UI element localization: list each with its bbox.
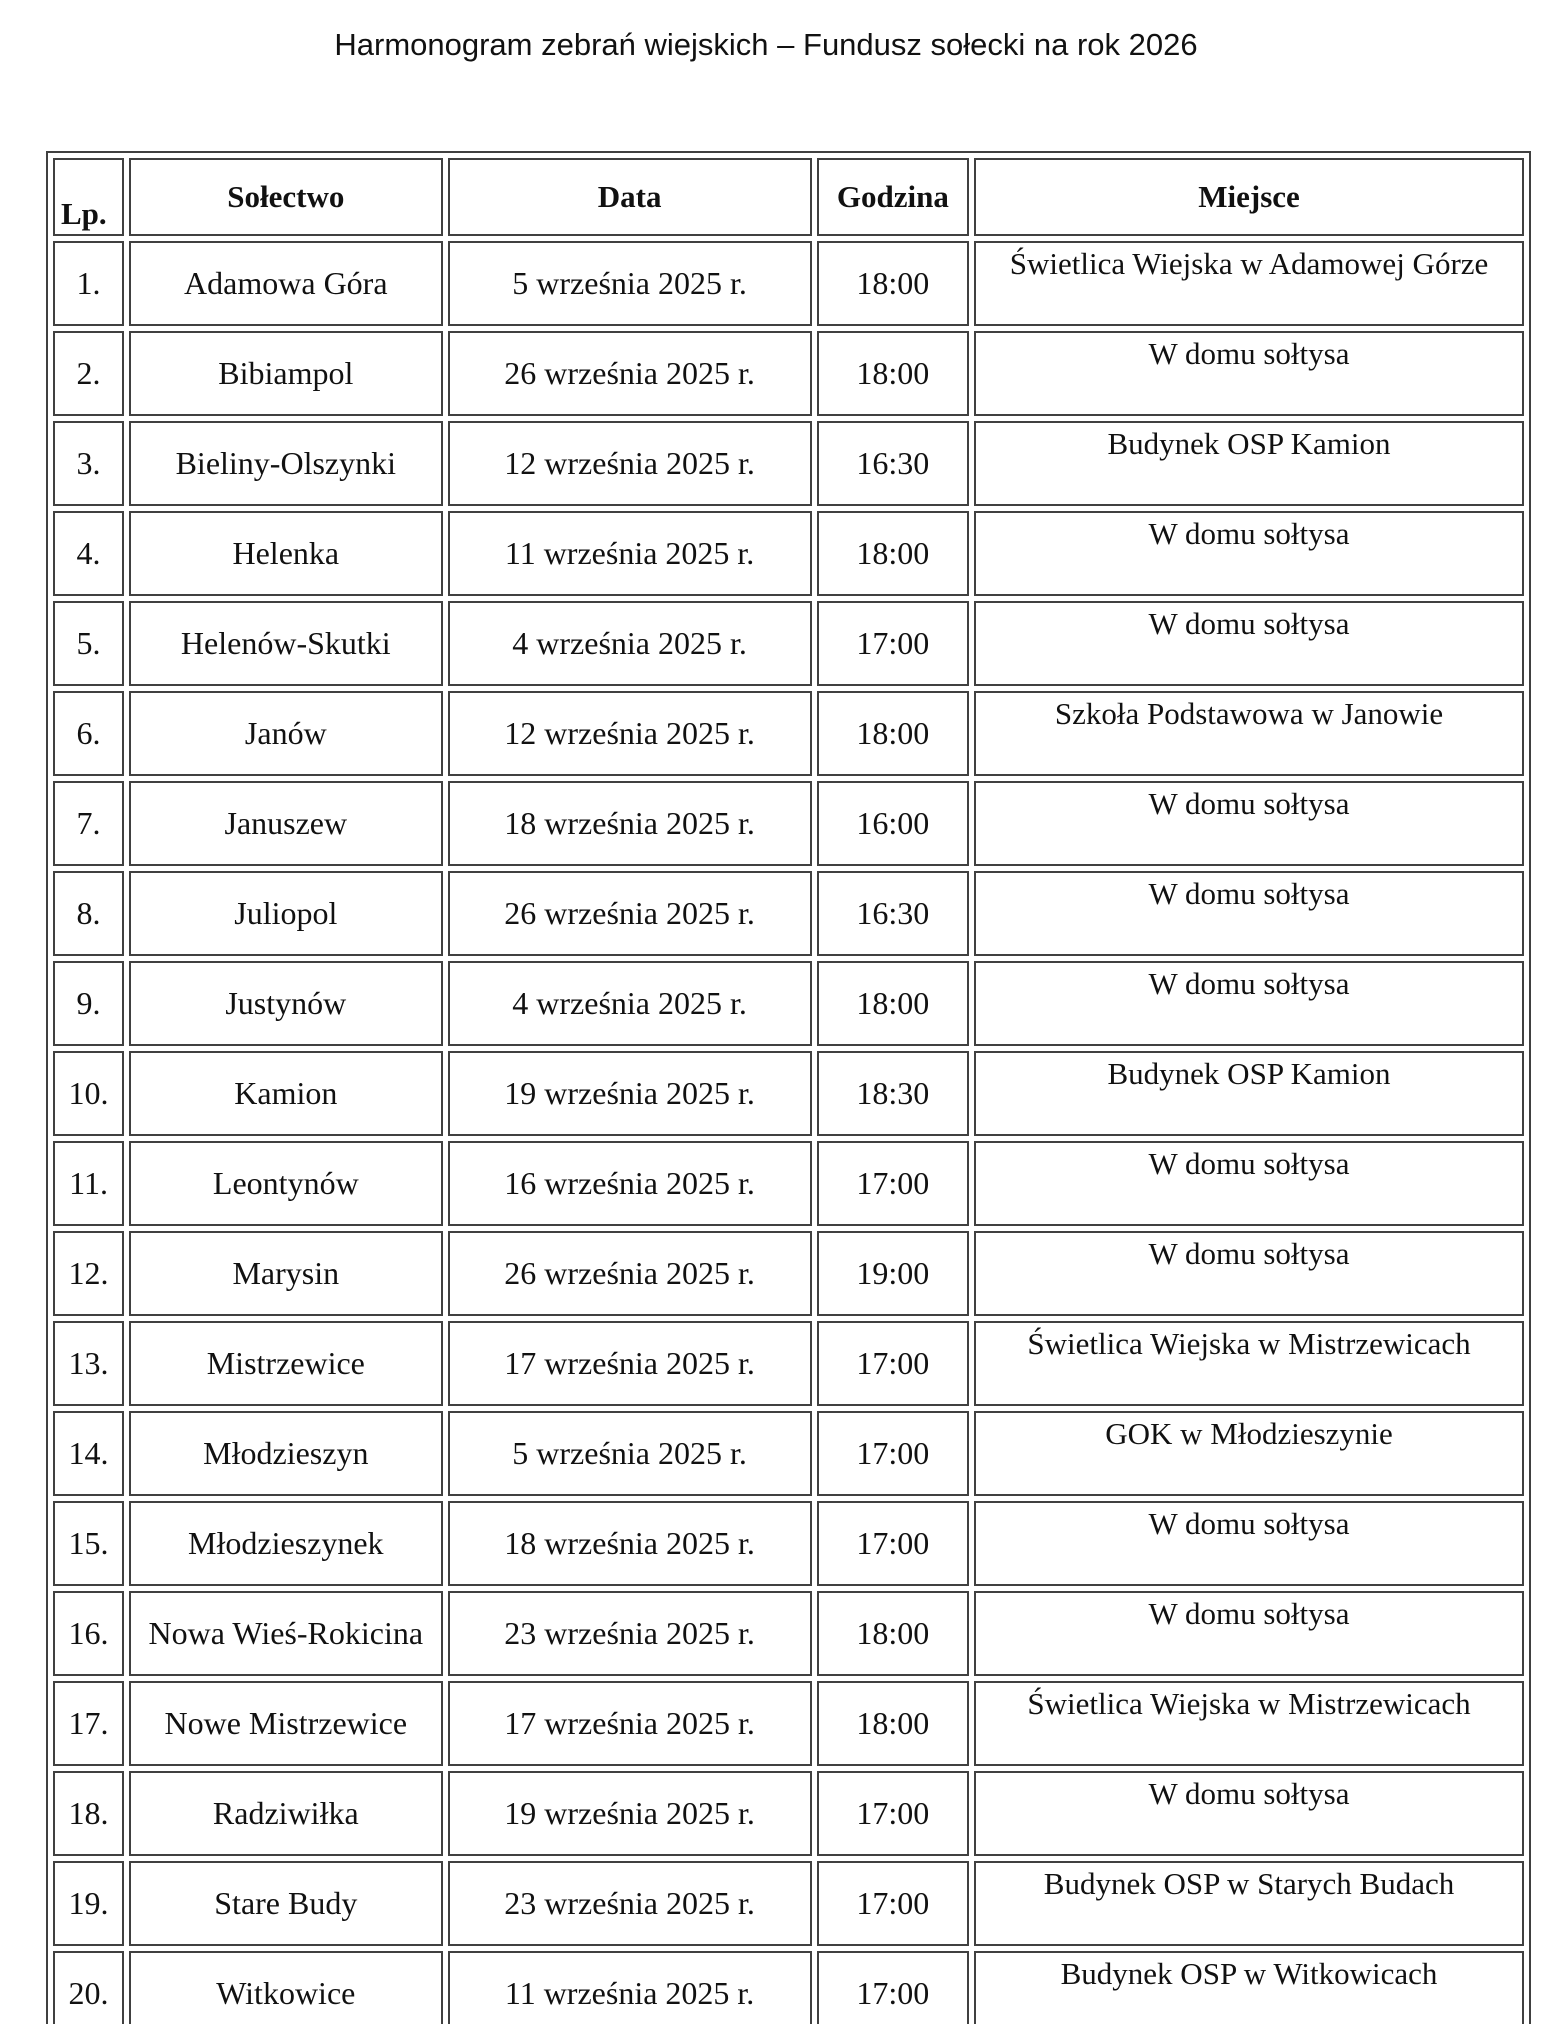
godzina-cell: 18:00 bbox=[817, 691, 969, 776]
solectwo-cell: Nowe Mistrzewice bbox=[129, 1681, 442, 1766]
solectwo-cell: Januszew bbox=[129, 781, 442, 866]
godzina-cell: 17:00 bbox=[817, 601, 969, 686]
solectwo-cell: Justynów bbox=[129, 961, 442, 1046]
table-row bbox=[53, 1681, 1524, 1766]
data-cell: 26 września 2025 r. bbox=[448, 331, 812, 416]
data-cell: 23 września 2025 r. bbox=[448, 1861, 812, 1946]
miejsce-cell: W domu sołtysa bbox=[974, 511, 1524, 596]
miejsce-cell: W domu sołtysa bbox=[974, 871, 1524, 956]
solectwo-cell: Radziwiłka bbox=[129, 1771, 442, 1856]
solectwo-cell: Nowa Wieś-Rokicina bbox=[129, 1591, 442, 1676]
godzina-cell: 16:30 bbox=[817, 421, 969, 506]
miejsce-cell: Budynek OSP w Starych Budach bbox=[974, 1861, 1524, 1946]
godzina-cell: 18:00 bbox=[817, 961, 969, 1046]
lp-cell: 7. bbox=[53, 781, 124, 866]
godzina-cell: 16:30 bbox=[817, 871, 969, 956]
godzina-cell: 18:00 bbox=[817, 241, 969, 326]
solectwo-cell: Helenów-Skutki bbox=[129, 601, 442, 686]
lp-cell: 19. bbox=[53, 1861, 124, 1946]
solectwo-cell: Bieliny-Olszynki bbox=[129, 421, 442, 506]
lp-cell: 16. bbox=[53, 1591, 124, 1676]
data-cell: 17 września 2025 r. bbox=[448, 1681, 812, 1766]
miejsce-cell: Budynek OSP Kamion bbox=[974, 421, 1524, 506]
table-row bbox=[53, 1411, 1524, 1496]
data-cell: 19 września 2025 r. bbox=[448, 1771, 812, 1856]
data-cell: 4 września 2025 r. bbox=[448, 601, 812, 686]
miejsce-cell: W domu sołtysa bbox=[974, 781, 1524, 866]
solectwo-cell: Janów bbox=[129, 691, 442, 776]
data-cell: 23 września 2025 r. bbox=[448, 1591, 812, 1676]
page-title: Harmonogram zebrań wiejskich – Fundusz sołecki na rok 2026 bbox=[334, 27, 1198, 62]
solectwo-cell: Mistrzewice bbox=[129, 1321, 442, 1406]
table-row bbox=[53, 241, 1524, 326]
solectwo-cell: Kamion bbox=[129, 1051, 442, 1136]
table-row bbox=[53, 781, 1524, 866]
table-row bbox=[53, 1321, 1524, 1406]
solectwo-cell: Młodzieszynek bbox=[129, 1501, 442, 1586]
header-row bbox=[53, 158, 1524, 236]
schedule-table-body bbox=[53, 241, 1524, 2024]
lp-cell: 8. bbox=[53, 871, 124, 956]
header-lp: Lp. bbox=[53, 158, 124, 236]
data-cell: 12 września 2025 r. bbox=[448, 691, 812, 776]
table-row bbox=[53, 1591, 1524, 1676]
miejsce-cell: GOK w Młodzieszynie bbox=[974, 1411, 1524, 1496]
schedule-table-header bbox=[53, 158, 1524, 236]
godzina-cell: 17:00 bbox=[817, 1771, 969, 1856]
header-data: Data bbox=[448, 158, 812, 236]
lp-cell: 17. bbox=[53, 1681, 124, 1766]
table-row bbox=[53, 871, 1524, 956]
solectwo-cell: Leontynów bbox=[129, 1141, 442, 1226]
miejsce-cell: Szkoła Podstawowa w Janowie bbox=[974, 691, 1524, 776]
lp-cell: 5. bbox=[53, 601, 124, 686]
lp-cell: 14. bbox=[53, 1411, 124, 1496]
data-cell: 5 września 2025 r. bbox=[448, 1411, 812, 1496]
godzina-cell: 17:00 bbox=[817, 1141, 969, 1226]
table-row bbox=[53, 1771, 1524, 1856]
miejsce-cell: W domu sołtysa bbox=[974, 1771, 1524, 1856]
lp-cell: 3. bbox=[53, 421, 124, 506]
data-cell: 11 września 2025 r. bbox=[448, 1951, 812, 2024]
solectwo-cell: Witkowice bbox=[129, 1951, 442, 2024]
data-cell: 5 września 2025 r. bbox=[448, 241, 812, 326]
miejsce-cell: W domu sołtysa bbox=[974, 331, 1524, 416]
lp-cell: 9. bbox=[53, 961, 124, 1046]
data-cell: 18 września 2025 r. bbox=[448, 1501, 812, 1586]
table-row bbox=[53, 1501, 1524, 1586]
data-cell: 11 września 2025 r. bbox=[448, 511, 812, 596]
table-row bbox=[53, 511, 1524, 596]
miejsce-cell: W domu sołtysa bbox=[974, 1231, 1524, 1316]
table-row bbox=[53, 691, 1524, 776]
godzina-cell: 16:00 bbox=[817, 781, 969, 866]
solectwo-cell: Młodzieszyn bbox=[129, 1411, 442, 1496]
godzina-cell: 18:00 bbox=[817, 511, 969, 596]
godzina-cell: 17:00 bbox=[817, 1501, 969, 1586]
godzina-cell: 17:00 bbox=[817, 1411, 969, 1496]
lp-cell: 1. bbox=[53, 241, 124, 326]
lp-cell: 4. bbox=[53, 511, 124, 596]
header-godzina: Godzina bbox=[817, 158, 969, 236]
solectwo-cell: Bibiampol bbox=[129, 331, 442, 416]
lp-cell: 6. bbox=[53, 691, 124, 776]
godzina-cell: 19:00 bbox=[817, 1231, 969, 1316]
solectwo-cell: Helenka bbox=[129, 511, 442, 596]
solectwo-cell: Stare Budy bbox=[129, 1861, 442, 1946]
miejsce-cell: Budynek OSP Kamion bbox=[974, 1051, 1524, 1136]
miejsce-cell: W domu sołtysa bbox=[974, 601, 1524, 686]
lp-cell: 18. bbox=[53, 1771, 124, 1856]
godzina-cell: 18:00 bbox=[817, 331, 969, 416]
table-row bbox=[53, 331, 1524, 416]
data-cell: 19 września 2025 r. bbox=[448, 1051, 812, 1136]
lp-cell: 15. bbox=[53, 1501, 124, 1586]
table-row bbox=[53, 421, 1524, 506]
godzina-cell: 18:00 bbox=[817, 1681, 969, 1766]
lp-cell: 20. bbox=[53, 1951, 124, 2024]
data-cell: 16 września 2025 r. bbox=[448, 1141, 812, 1226]
table-row bbox=[53, 1951, 1524, 2024]
solectwo-cell: Juliopol bbox=[129, 871, 442, 956]
miejsce-cell: W domu sołtysa bbox=[974, 961, 1524, 1046]
header-miejsce: Miejsce bbox=[974, 158, 1524, 236]
data-cell: 17 września 2025 r. bbox=[448, 1321, 812, 1406]
table-row bbox=[53, 961, 1524, 1046]
godzina-cell: 18:30 bbox=[817, 1051, 969, 1136]
solectwo-cell: Marysin bbox=[129, 1231, 442, 1316]
godzina-cell: 17:00 bbox=[817, 1321, 969, 1406]
data-cell: 12 września 2025 r. bbox=[448, 421, 812, 506]
table-row bbox=[53, 1861, 1524, 1946]
miejsce-cell: Świetlica Wiejska w Mistrzewicach bbox=[974, 1681, 1524, 1766]
table-row bbox=[53, 1051, 1524, 1136]
table-row bbox=[53, 1141, 1524, 1226]
miejsce-cell: W domu sołtysa bbox=[974, 1591, 1524, 1676]
lp-cell: 10. bbox=[53, 1051, 124, 1136]
lp-cell: 11. bbox=[53, 1141, 124, 1226]
data-cell: 4 września 2025 r. bbox=[448, 961, 812, 1046]
table-row bbox=[53, 1231, 1524, 1316]
data-cell: 26 września 2025 r. bbox=[448, 1231, 812, 1316]
miejsce-cell: W domu sołtysa bbox=[974, 1501, 1524, 1586]
godzina-cell: 17:00 bbox=[817, 1861, 969, 1946]
lp-cell: 2. bbox=[53, 331, 124, 416]
data-cell: 26 września 2025 r. bbox=[448, 871, 812, 956]
godzina-cell: 18:00 bbox=[817, 1591, 969, 1676]
solectwo-cell: Adamowa Góra bbox=[129, 241, 442, 326]
table-row bbox=[53, 601, 1524, 686]
lp-cell: 12. bbox=[53, 1231, 124, 1316]
schedule-table bbox=[46, 151, 1531, 2024]
miejsce-cell: Świetlica Wiejska w Adamowej Górze bbox=[974, 241, 1524, 326]
miejsce-cell: Budynek OSP w Witkowicach bbox=[974, 1951, 1524, 2024]
miejsce-cell: Świetlica Wiejska w Mistrzewicach bbox=[974, 1321, 1524, 1406]
miejsce-cell: W domu sołtysa bbox=[974, 1141, 1524, 1226]
lp-cell: 13. bbox=[53, 1321, 124, 1406]
header-solectwo: Sołectwo bbox=[129, 158, 442, 236]
godzina-cell: 17:00 bbox=[817, 1951, 969, 2024]
data-cell: 18 września 2025 r. bbox=[448, 781, 812, 866]
